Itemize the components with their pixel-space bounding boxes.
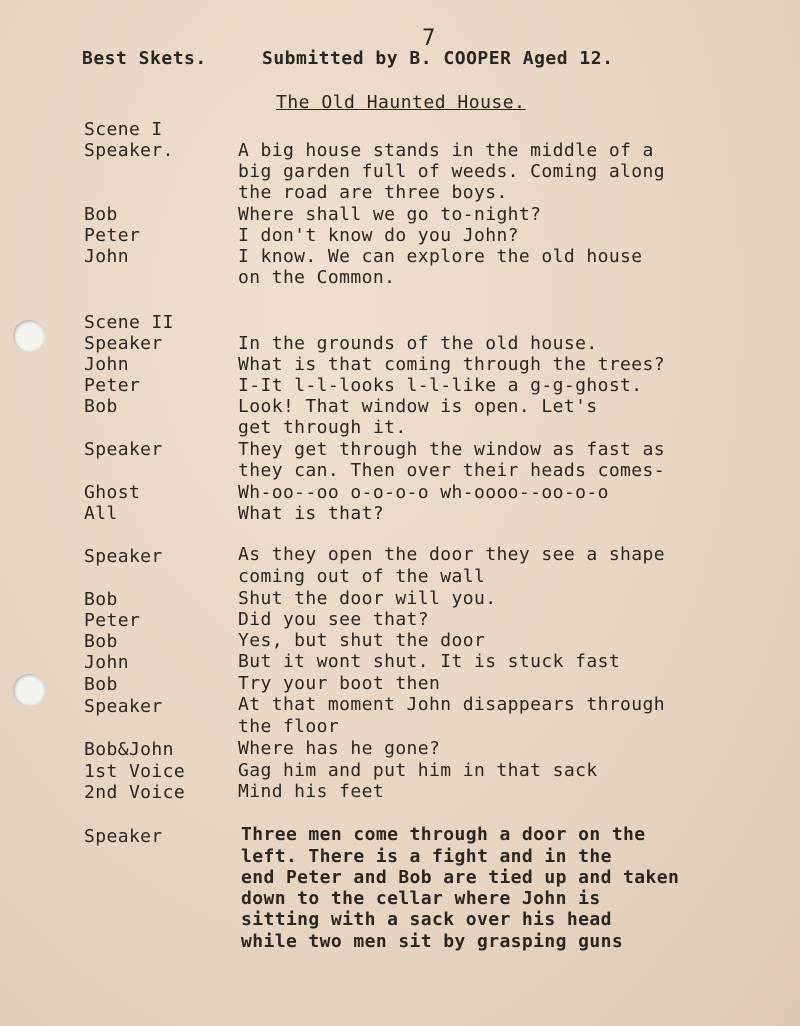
speaker-name: All [84,503,118,524]
speaker-name: John [84,354,129,375]
dialogue-line: while two men sit by grasping guns [241,931,624,952]
dialogue-line: What is that coming through the trees? [238,354,666,375]
dialogue-line: Gag him and put him in that sack [238,760,598,781]
speaker-name: 1st Voice [84,761,186,782]
dialogue-line: Look! That window is open. Let's [238,396,598,417]
speaker-name: Speaker [84,696,163,717]
dialogue-line: Mind his feet [238,781,385,802]
dialogue-line: on the Common. [238,267,396,288]
speaker-name: John [84,246,129,267]
dialogue-line: end Peter and Bob are tied up and taken [241,867,680,888]
play-title: The Old Haunted House. [276,92,526,113]
header-author: Submitted by B. COOPER Aged 12. [262,48,614,69]
speaker-name: Bob [84,674,118,695]
speaker-name: Bob&John [84,739,174,760]
dialogue-line: get through it. [238,417,407,438]
dialogue-line: Wh-oo--oo o-o-o-o wh-oooo--oo-o-o [238,482,609,503]
speaker-name: Speaker [84,333,163,354]
dialogue-line: Shut the door will you. [238,588,497,609]
dialogue-line: As they open the door they see a shape [238,544,666,565]
speaker-name: Speaker [84,439,163,460]
speaker-name: Speaker. [84,140,174,161]
dialogue-line: Where has he gone? [238,738,441,759]
dialogue-line: the road are three boys. [238,182,508,203]
speaker-name: Bob [84,631,118,652]
dialogue-line: At that moment John disappears through [238,694,666,715]
speaker-name: Speaker [84,826,163,847]
dialogue-line: Yes, but shut the door [238,630,486,651]
dialogue-line: Three men come through a door on the [241,824,646,845]
scene-heading: Scene I [84,119,163,140]
speaker-name: Peter [84,610,141,631]
header-category: Best Skets. [82,48,207,69]
dialogue-line: coming out of the wall [238,566,486,587]
dialogue-line: the floor [238,716,340,737]
dialogue-line: I know. We can explore the old house [238,246,643,267]
dialogue-line: down to the cellar where John is [241,888,601,909]
punch-hole [13,674,45,706]
dialogue-line: But it wont shut. It is stuck fast [238,651,621,672]
dialogue-line: they can. Then over their heads comes- [238,460,666,481]
dialogue-line: Try your boot then [238,673,441,694]
dialogue-line: A big house stands in the middle of a [238,140,654,161]
speaker-name: 2nd Voice [84,782,186,803]
dialogue-line: sitting with a sack over his head [241,909,612,930]
dialogue-line: In the grounds of the old house. [238,333,598,354]
dialogue-line: big garden full of weeds. Coming along [238,161,666,182]
punch-hole [13,320,45,352]
dialogue-line: Did you see that? [238,609,430,630]
speaker-name: John [84,652,129,673]
speaker-name: Peter [84,225,141,246]
speaker-name: Speaker [84,546,163,567]
speaker-name: Peter [84,375,141,396]
speaker-name: Bob [84,589,118,610]
speaker-name: Bob [84,396,118,417]
dialogue-line: What is that? [238,503,385,524]
page-number: 7 [422,26,436,51]
dialogue-line: I don't know do you John? [238,225,519,246]
dialogue-line: They get through the window as fast as [238,439,666,460]
speaker-name: Bob [84,204,118,225]
dialogue-line: Where shall we go to-night? [238,204,542,225]
scene-heading: Scene II [84,312,174,333]
dialogue-line: left. There is a fight and in the [241,846,612,867]
dialogue-line: I-It l-l-looks l-l-like a g-g-ghost. [238,375,643,396]
speaker-name: Ghost [84,482,141,503]
